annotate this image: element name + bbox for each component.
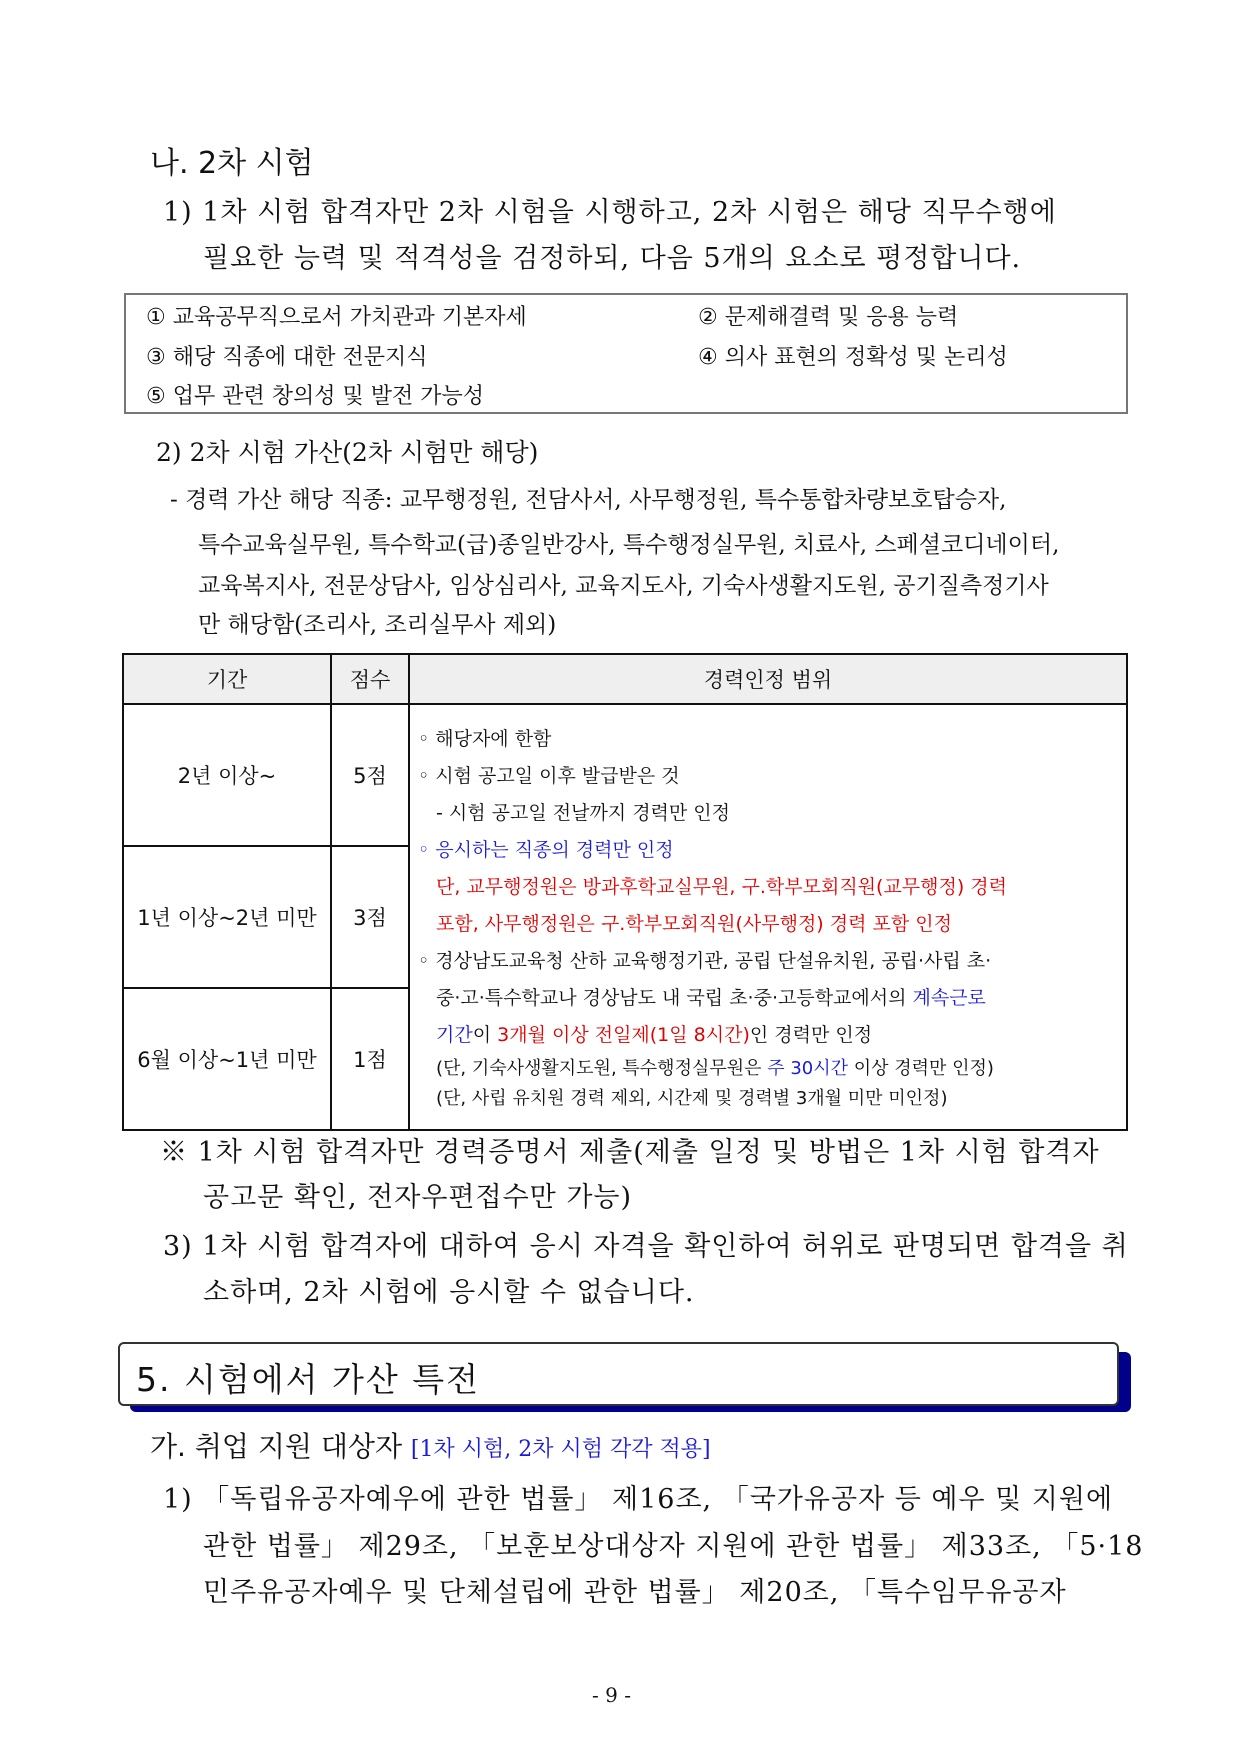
scope-line <box>418 1054 1118 1084</box>
section-title: 나. 2차 시험 <box>150 146 314 181</box>
paragraph: 필요한 능력 및 적격성을 검정하되, 다음 5개의 요소로 평정합니다. <box>203 243 1022 274</box>
scope-line: ◦ 해당자에 한함 <box>418 727 552 750</box>
scope-line: - 시험 공고일 전날까지 경력만 인정 <box>436 801 731 824</box>
scope-line: ◦ 경상남도교육청 산하 교육행정기관, 공립 단설유치원, 공립·사립 초· <box>418 949 992 972</box>
scope-line <box>418 1017 1118 1054</box>
section-heading: 5. 시험에서 가산 특전 <box>136 1360 480 1399</box>
text: 계속근로 <box>912 986 986 1009</box>
subsection-title <box>150 1425 711 1465</box>
scope-line: ◦ 응시하는 직종의 경력만 인정 <box>418 838 674 861</box>
paragraph: - 경력 가산 해당 직종: 교무행정원, 전담사서, 사무행정원, 특수통합차량보호탑승자, <box>170 487 1007 513</box>
scope-cell <box>409 704 1127 1130</box>
career-bonus-table <box>122 653 1128 1131</box>
scope-line: ◦ 시험 공고일 이후 발급받은 것 <box>418 764 680 787</box>
text: 이 <box>472 1023 498 1046</box>
scope-line: 단, 교무행정원은 방과후학교실무원, 구.학부모회직원(교무행정) 경력 <box>436 875 1008 898</box>
score-cell: 5점 <box>331 704 409 846</box>
paragraph: 민주유공자예우 및 단체설립에 관한 법률」 제20조, 「특수임무유공자 <box>203 1577 1067 1608</box>
text: 기간 <box>436 1023 473 1046</box>
criterion: ④ 의사 표현의 정확성 및 논리성 <box>698 345 1008 370</box>
criterion: ② 문제해결력 및 응용 능력 <box>698 305 959 330</box>
paragraph: 3) 1차 시험 합격자에 대하여 응시 자격을 확인하여 허위로 판명되면 합격을 취 <box>163 1231 1129 1262</box>
page-number: - 9 - <box>592 1683 631 1707</box>
scope-line <box>418 980 1118 1017</box>
paragraph: 만 해당함(조리사, 조리실무사 제외) <box>198 612 557 638</box>
period-cell: 1년 이상~2년 미만 <box>123 846 331 988</box>
paragraph: 1) 「독립유공자예우에 관한 법률」 제16조, 「국가유공자 등 예우 및 지원에 <box>163 1484 1114 1515</box>
paragraph: 소하며, 2차 시험에 응시할 수 없습니다. <box>203 1277 695 1308</box>
text: (단, 기숙사생활지도원, 특수행정실무원은 <box>436 1057 768 1079</box>
scope-line: (단, 사립 유치원 경력 제외, 시간제 및 경력별 3개월 미만 미인정) <box>436 1087 948 1109</box>
score-cell: 3점 <box>331 846 409 988</box>
header-score: 점수 <box>331 654 409 704</box>
section-heading-box <box>118 1342 1119 1406</box>
text: 가. 취업 지원 대상자 <box>150 1430 402 1463</box>
text: 중·고·특수학교나 경상남도 내 국립 초·중·고등학교에서의 <box>436 986 913 1009</box>
paragraph: 교육복지사, 전문상담사, 임상심리사, 교육지도사, 기숙사생활지도원, 공기질측정기사 <box>198 573 1049 599</box>
text: 주 30시간 <box>767 1057 849 1079</box>
text: 3개월 이상 전일제(1일 8시간) <box>497 1023 750 1046</box>
criterion: ⑤ 업무 관련 창의성 및 발전 가능성 <box>146 384 484 409</box>
text: [1차 시험, 2차 시험 각각 적용] <box>410 1437 711 1462</box>
note: ※ 1차 시험 합격자만 경력증명서 제출(제출 일정 및 방법은 1차 시험 합격자 <box>160 1137 1100 1168</box>
paragraph: 1) 1차 시험 합격자만 2차 시험을 시행하고, 2차 시험은 해당 직무수행에 <box>163 197 1057 228</box>
note: 공고문 확인, 전자우편접수만 가능) <box>203 1182 633 1213</box>
criterion: ① 교육공무직으로서 가치관과 기본자세 <box>146 305 527 330</box>
text: 인 경력만 인정 <box>749 1023 873 1046</box>
period-cell: 2년 이상~ <box>123 704 331 846</box>
period-cell: 6월 이상~1년 미만 <box>123 988 331 1130</box>
score-cell: 1점 <box>331 988 409 1130</box>
subsection-title: 2) 2차 시험 가산(2차 시험만 해당) <box>156 438 539 467</box>
header-scope: 경력인정 범위 <box>409 654 1127 704</box>
header-period: 기간 <box>123 654 331 704</box>
paragraph: 특수교육실무원, 특수학교(급)종일반강사, 특수행정실무원, 치료사, 스페셜코디네이터, <box>198 532 1060 558</box>
paragraph: 관한 법률」 제29조, 「보훈보상대상자 지원에 관한 법률」 제33조, 「5·18 <box>203 1531 1144 1562</box>
criteria-box <box>124 293 1128 414</box>
criterion: ③ 해당 직종에 대한 전문지식 <box>146 345 428 370</box>
scope-line: 포함, 사무행정원은 구.학부모회직원(사무행정) 경력 포함 인정 <box>436 912 952 935</box>
text: 이상 경력만 인정) <box>848 1057 994 1079</box>
